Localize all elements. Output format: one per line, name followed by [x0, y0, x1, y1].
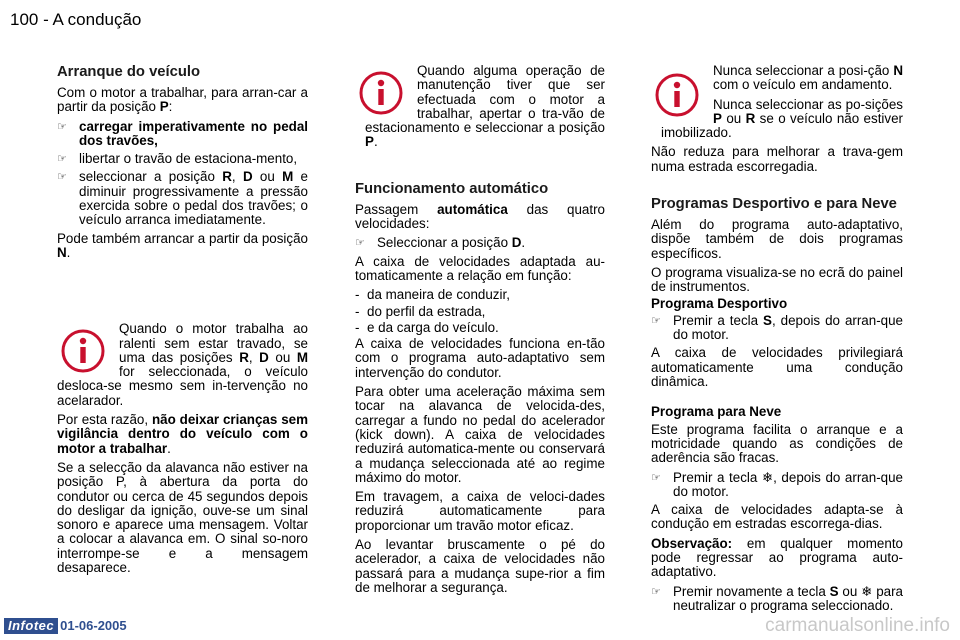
observation: Observação: em qualquer momento pode regressar ao programa auto-adaptativo.	[651, 535, 903, 580]
dash-item: - da maneira de conduzir,	[355, 287, 510, 303]
section-heading-automatic: Funcionamento automático	[355, 180, 549, 197]
snowflake-icon: ❄	[761, 469, 774, 485]
bullet-brake-pedal: ☞ carregar imperativamente no pedal dos travões,	[57, 118, 308, 148]
programs-intro: Além do programa auto-adaptativo, dispõe também de dois programas específicos.	[651, 217, 903, 261]
column-middle	[355, 64, 605, 600]
column-right	[651, 64, 903, 617]
footer	[4, 618, 127, 634]
page-title: 100 - A condução	[10, 10, 142, 29]
footer-date: 01-06-2005	[60, 617, 127, 633]
watermark: carmanualsonline.info	[765, 615, 950, 636]
kickdown-text: Para obter uma aceleração máxima sem tocar na alavanca de velocida-des, carregar a fundo no pedal do acelerador (kick down). A caixa de velocidades reduzirá automatica-mente ou conservará a mudança seleccionada até ao regime máximo do motor.	[355, 384, 605, 485]
pointer-icon: ☞	[355, 237, 365, 250]
pointer-icon: ☞	[57, 171, 67, 184]
info-icon	[355, 70, 407, 116]
info-icon	[651, 72, 703, 118]
start-from-n: Pode também arrancar a partir da posição N.	[57, 230, 308, 260]
snow-title: Programa para Neve	[651, 404, 782, 420]
no-reduce-text: Não reduza para melhorar a trava-gem numa estrada escorregadia.	[651, 144, 903, 174]
dash-item: - do perfil da estrada,	[355, 303, 486, 319]
bullet-release-handbrake: ☞ libertar o travão de estaciona-mento,	[57, 151, 298, 167]
automatic-intro: Passagem automática das quatro velocidades:	[355, 201, 605, 232]
snow-desc: Este programa facilita o arranque e a motricidade quando as condições de aderência são fracas.	[651, 421, 903, 466]
pointer-icon: ☞	[57, 120, 67, 133]
bullet-select-position: ☞ seleccionar a posição R, D ou M e diminuir progressivamente a pressão exercida sobre o pedal dos travões; o veículo arranca imediatamente.	[57, 169, 309, 228]
page-header	[10, 10, 141, 30]
info-icon	[57, 328, 109, 374]
snow-adapt: A caixa de velocidades adapta-se à condução em estradas escorrega-dias.	[651, 502, 903, 532]
pointer-icon: ☞	[57, 153, 67, 166]
release-text: Ao levantar bruscamente o pé do acelerador, a caixa de velocidades não passará para a mudança supe-rior a fim de melhorar a segurança.	[355, 537, 605, 595]
infotec-logo: Infotec	[4, 618, 58, 634]
adapt-text: A caixa de velocidades adaptada au-tomaticamente a relação em função:	[355, 253, 605, 283]
info-note-idle: Quando o motor trabalha ao ralenti sem estar travado, se uma das posições R, D ou M for seleccionada, o veículo desloca-se mesmo sem in-tervenção no acelarador.	[57, 321, 309, 408]
column-left	[57, 64, 308, 580]
door-warning: Se a selecção da alavanca não estiver na posição P, à abertura da porta do condutor ou cerca de 45 segundos depois do desligar da ignição, ouve-se um sinal sonoro e aparece uma mensagem. Voltar a colocar a alavanca em. O sinal so-noro interrompe-se e a mensagem desaparece.	[57, 459, 308, 576]
info-note-maintenance: Quando alguma operação de manutenção tiver que ser efectuada com o motor a trabalhar, apertar o tra-vão de estacionamento e seleccionar a posição P.	[355, 64, 605, 150]
pointer-icon: ☞	[651, 585, 661, 598]
pointer-icon: ☞	[651, 471, 661, 484]
section-heading-programs: Programas Desportivo e para Neve	[651, 196, 897, 213]
programs-display: O programa visualiza-se no ecrã do painel de instrumentos.	[651, 264, 903, 295]
snowflake-icon: ❄	[861, 583, 873, 599]
sport-desc: A caixa de velocidades privilegiará automaticamente uma condução dinâmica.	[651, 345, 903, 390]
bullet-snow: ☞ Premir a tecla ❄, depois do arran-que do motor.	[651, 469, 903, 499]
bullet-neutralize: ☞ Premir novamente a tecla S ou ❄ para neutralizar o programa seleccionado.	[651, 583, 903, 613]
braking-text: Em travagem, a caixa de veloci-dades reduzirá automaticamente para proporcionar um travão motor eficaz.	[355, 489, 605, 533]
pointer-icon: ☞	[651, 314, 661, 327]
children-warning: Por esta razão, não deixar crianças sem vigilância dentro do veículo com o motor a trabalhar.	[57, 412, 308, 456]
bullet-select-d: ☞ Seleccionar a posição D.	[355, 235, 526, 251]
section-heading-start: Arranque do veículo	[57, 64, 201, 80]
functions-text: A caixa de velocidades funciona en-tão com o programa auto-adaptativo sem intervenção do condutor.	[355, 336, 605, 380]
start-intro: Com o motor a trabalhar, para arran-car a partir da posição P:	[57, 85, 308, 115]
info-note-neutral: Nunca seleccionar a posi-ção N com o veículo em andamento. Nunca seleccionar as po-sições P ou R se o veículo não estiver imobilizado.	[651, 64, 903, 140]
bullet-sport: ☞ Premir a tecla S, depois do arran-que do motor.	[651, 312, 903, 343]
dash-item: - e da carga do veículo.	[355, 319, 499, 335]
sport-title: Programa Desportivo	[651, 295, 788, 311]
